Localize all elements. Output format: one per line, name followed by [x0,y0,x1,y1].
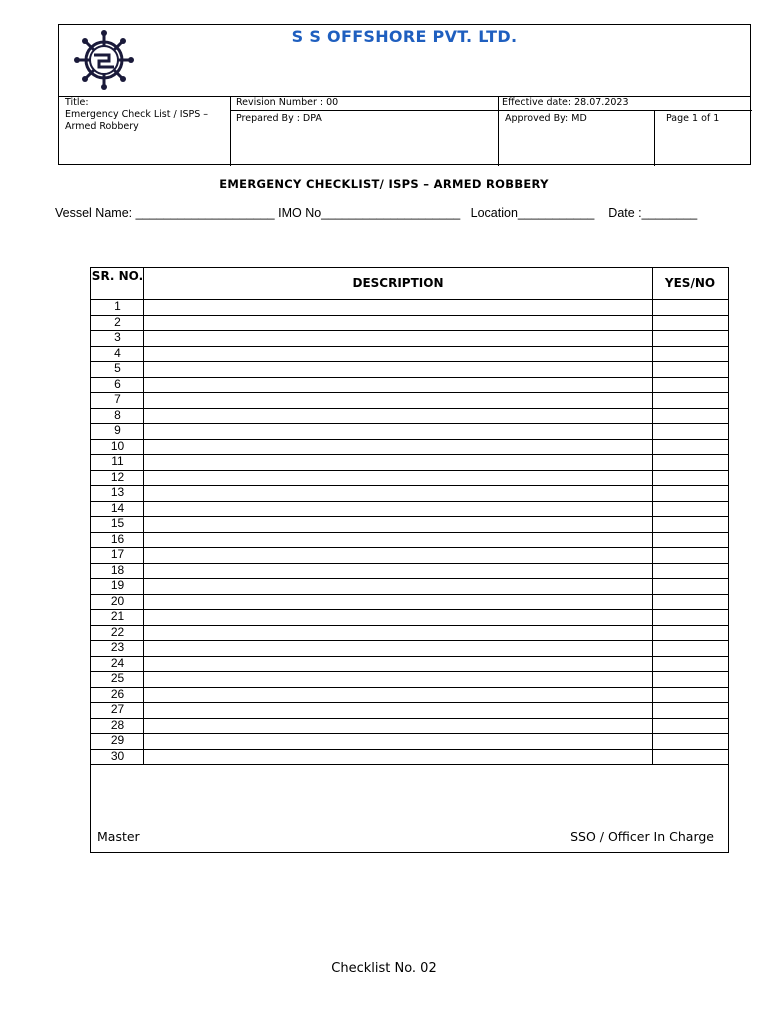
row-number: 3 [114,330,121,344]
prepared-by: Prepared By : DPA [236,113,322,124]
row-number: 15 [110,516,125,530]
vessel-fields [55,206,697,220]
row-divider [91,408,728,409]
row-number: 14 [110,500,125,515]
row-number: 7 [114,392,121,406]
row-number: 2 [114,314,121,329]
column-header-yes-no: YES/NO [664,276,716,290]
row-divider [91,764,728,765]
column-header-sr-no: SR. NO. [91,269,144,283]
title-value: Emergency Check List / ISPS – Armed Robbery [65,109,209,132]
checklist-table [90,267,729,853]
title-label: Title: [65,97,89,108]
row-divider [91,733,728,734]
row-divider [91,671,728,672]
row-divider [91,640,728,641]
master-signature-label: Master [97,829,140,844]
row-divider [91,330,728,331]
row-divider [91,656,728,657]
row-number: 16 [110,531,125,546]
row-divider [91,594,728,595]
row-divider [91,578,728,579]
row-divider [91,361,728,362]
row-number: 26 [110,686,125,701]
row-divider [91,439,728,440]
page-number: Page 1 of 1 [666,113,720,124]
column-divider [143,268,144,765]
row-divider [91,485,728,486]
date-field: Date :________ [608,206,698,220]
row-number: 6 [114,376,121,391]
row-number: 1 [114,299,121,313]
row-number: 17 [110,547,125,561]
row-number: 21 [110,609,125,623]
row-divider [91,563,728,564]
row-divider [91,377,728,378]
sso-signature-label: SSO / Officer In Charge [570,829,714,844]
header-divider [230,96,231,166]
row-number: 27 [110,702,125,716]
row-number: 10 [110,438,125,453]
row-number: 23 [110,640,125,654]
row-divider [91,749,728,750]
row-number: 11 [111,454,124,468]
row-number: 30 [110,748,125,763]
location-field: Location___________ [470,206,595,220]
header-divider [498,96,499,166]
effective-date: Effective date: 28.07.2023 [502,97,629,108]
checklist-number: Checklist No. 02 [331,961,437,976]
header-divider [230,110,752,111]
row-divider [91,718,728,719]
row-divider [91,392,728,393]
row-number: 18 [110,562,125,577]
column-divider [652,268,653,765]
row-divider [91,423,728,424]
row-number: 12 [110,469,125,484]
row-divider [91,315,728,316]
document-header [58,24,751,165]
row-number: 22 [110,624,125,639]
row-number: 24 [110,655,125,670]
row-number: 20 [110,593,125,608]
row-number: 29 [110,733,125,747]
approved-by: Approved By: MD [505,113,587,124]
row-divider [91,299,728,300]
row-divider [91,454,728,455]
column-header-description: DESCRIPTION [352,276,444,290]
row-divider [91,532,728,533]
checklist-heading: EMERGENCY CHECKLIST/ ISPS – ARMED ROBBERY [219,177,549,191]
vessel-name-field: Vessel Name: ____________________ [55,206,275,220]
header-divider [654,110,655,166]
row-number: 13 [110,485,125,499]
row-number: 9 [114,423,121,437]
revision-number: Revision Number : 00 [236,97,339,108]
row-divider [91,547,728,548]
row-number: 8 [114,407,121,422]
row-divider [91,687,728,688]
row-divider [91,609,728,610]
row-divider [91,516,728,517]
row-number: 5 [114,361,121,375]
company-name: S S OFFSHORE PVT. LTD. [291,27,518,46]
imo-field: IMO No____________________ [278,206,461,220]
row-divider [91,346,728,347]
title-cell [65,97,227,133]
row-number: 19 [110,578,125,592]
row-number: 28 [110,717,125,732]
row-divider [91,470,728,471]
row-number: 25 [110,671,125,685]
row-divider [91,501,728,502]
row-divider [91,625,728,626]
row-number: 4 [114,345,121,360]
row-divider [91,702,728,703]
